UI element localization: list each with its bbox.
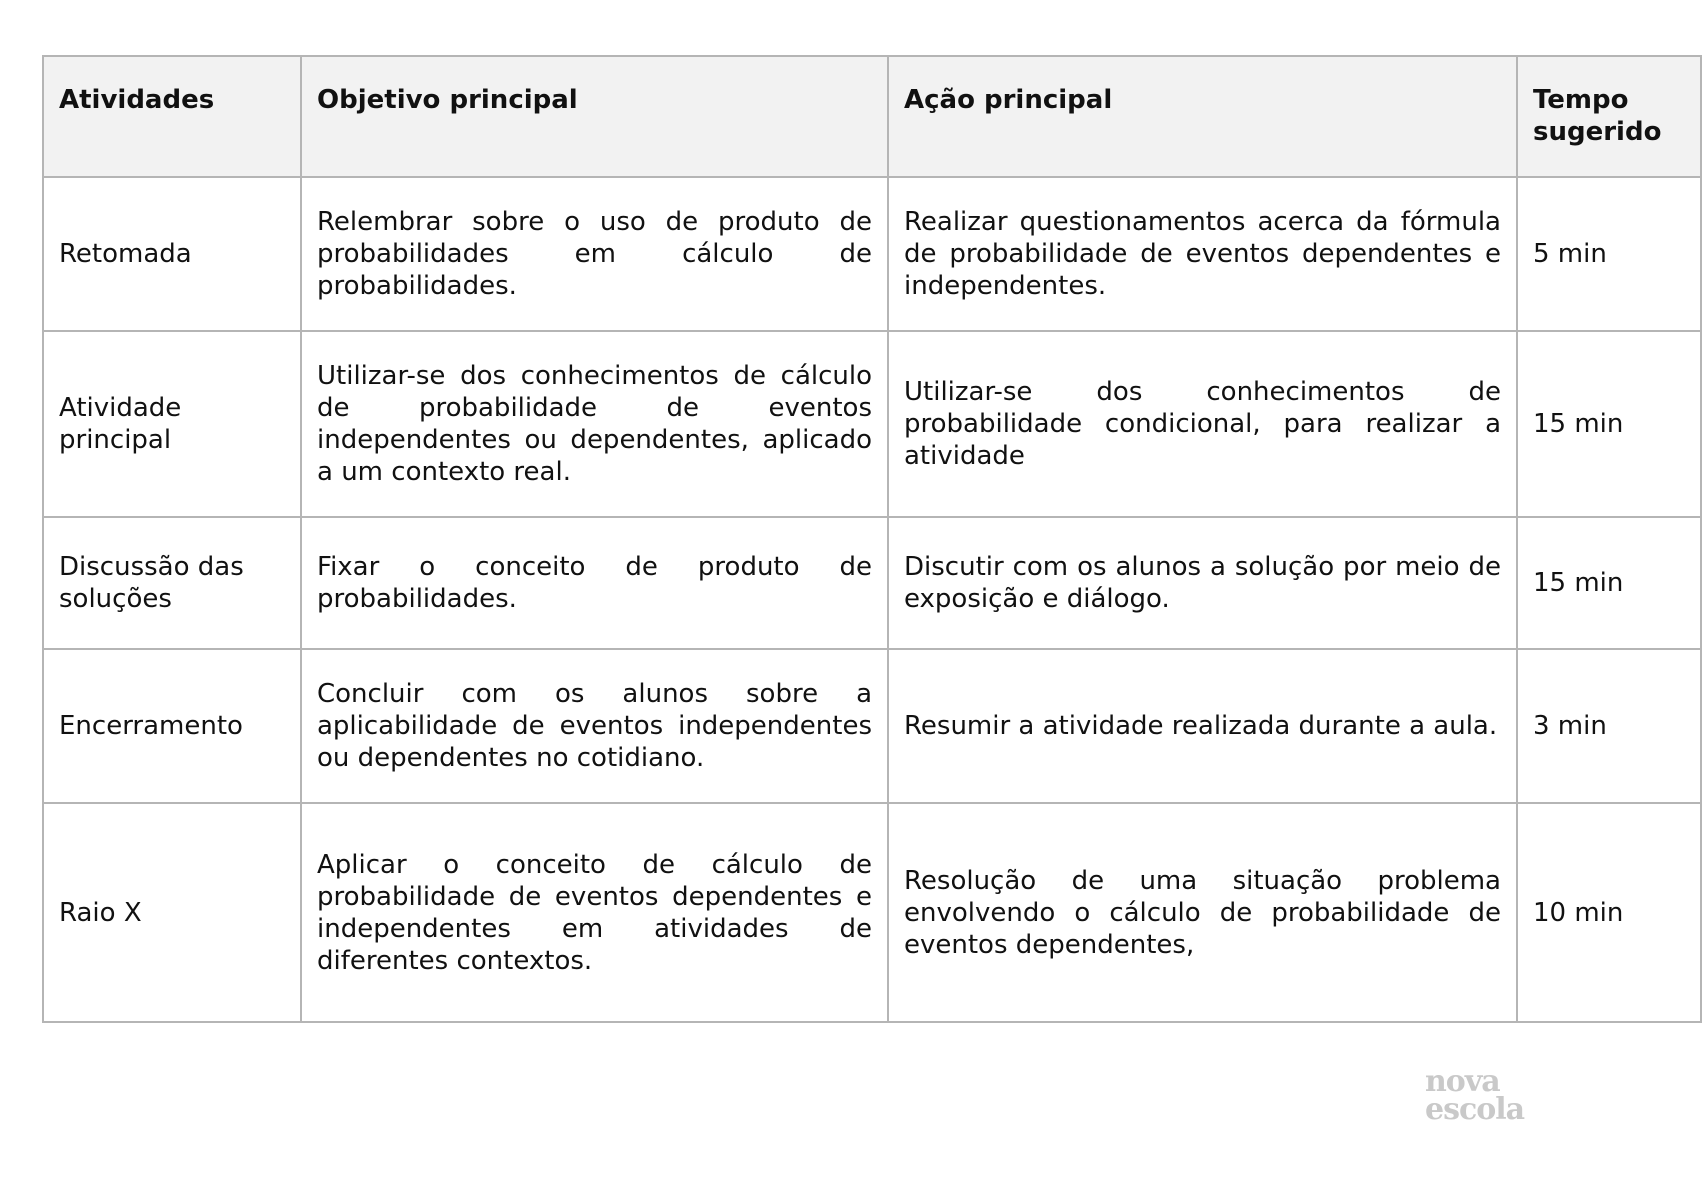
logo-line-1: nova	[1425, 1064, 1500, 1099]
cell-acao: Realizar questionamentos acerca da fórmula de probabilidade de eventos dependentes e independentes.	[888, 177, 1517, 331]
table-row	[43, 803, 1701, 1022]
cell-tempo: 15 min	[1517, 331, 1701, 517]
cell-tempo: 5 min	[1517, 177, 1701, 331]
header-acao: Ação principal	[888, 56, 1517, 177]
cell-tempo: 3 min	[1517, 649, 1701, 803]
cell-acao: Discutir com os alunos a solução por meio de exposição e diálogo.	[888, 517, 1517, 649]
cell-acao: Resumir a atividade realizada durante a aula.	[888, 649, 1517, 803]
header-objetivo: Objetivo principal	[301, 56, 888, 177]
cell-acao: Resolução de uma situação problema envolvendo o cálculo de probabilidade de eventos dependentes,	[888, 803, 1517, 1022]
cell-tempo: 15 min	[1517, 517, 1701, 649]
cell-atividade: Raio X	[43, 803, 301, 1022]
cell-objetivo: Utilizar-se dos conhecimentos de cálculo de probabilidade de eventos independentes ou dependentes, aplicado a um contexto real.	[301, 331, 888, 517]
cell-tempo: 10 min	[1517, 803, 1701, 1022]
cell-atividade: Retomada	[43, 177, 301, 331]
cell-objetivo: Relembrar sobre o uso de produto de probabilidades em cálculo de probabilidades.	[301, 177, 888, 331]
table-row	[43, 331, 1701, 517]
lesson-plan-table	[42, 55, 1702, 1023]
cell-atividade: Discussão das soluções	[43, 517, 301, 649]
cell-acao: Utilizar-se dos conhecimentos de probabilidade condicional, para realizar a atividade	[888, 331, 1517, 517]
cell-objetivo: Fixar o conceito de produto de probabilidades.	[301, 517, 888, 649]
nova-escola-logo	[1425, 1064, 1545, 1127]
table-row	[43, 649, 1701, 803]
table-header-row	[43, 56, 1701, 177]
cell-atividade: Atividade principal	[43, 331, 301, 517]
cell-objetivo: Aplicar o conceito de cálculo de probabilidade de eventos dependentes e independentes em atividades de diferentes contextos.	[301, 803, 888, 1022]
table-row	[43, 177, 1701, 331]
header-tempo: Tempo sugerido	[1517, 56, 1701, 177]
cell-objetivo: Concluir com os alunos sobre a aplicabilidade de eventos independentes ou dependentes no cotidiano.	[301, 649, 888, 803]
table-row	[43, 517, 1701, 649]
header-atividades: Atividades	[43, 56, 301, 177]
cell-atividade: Encerramento	[43, 649, 301, 803]
logo-line-2: escola	[1425, 1092, 1525, 1127]
